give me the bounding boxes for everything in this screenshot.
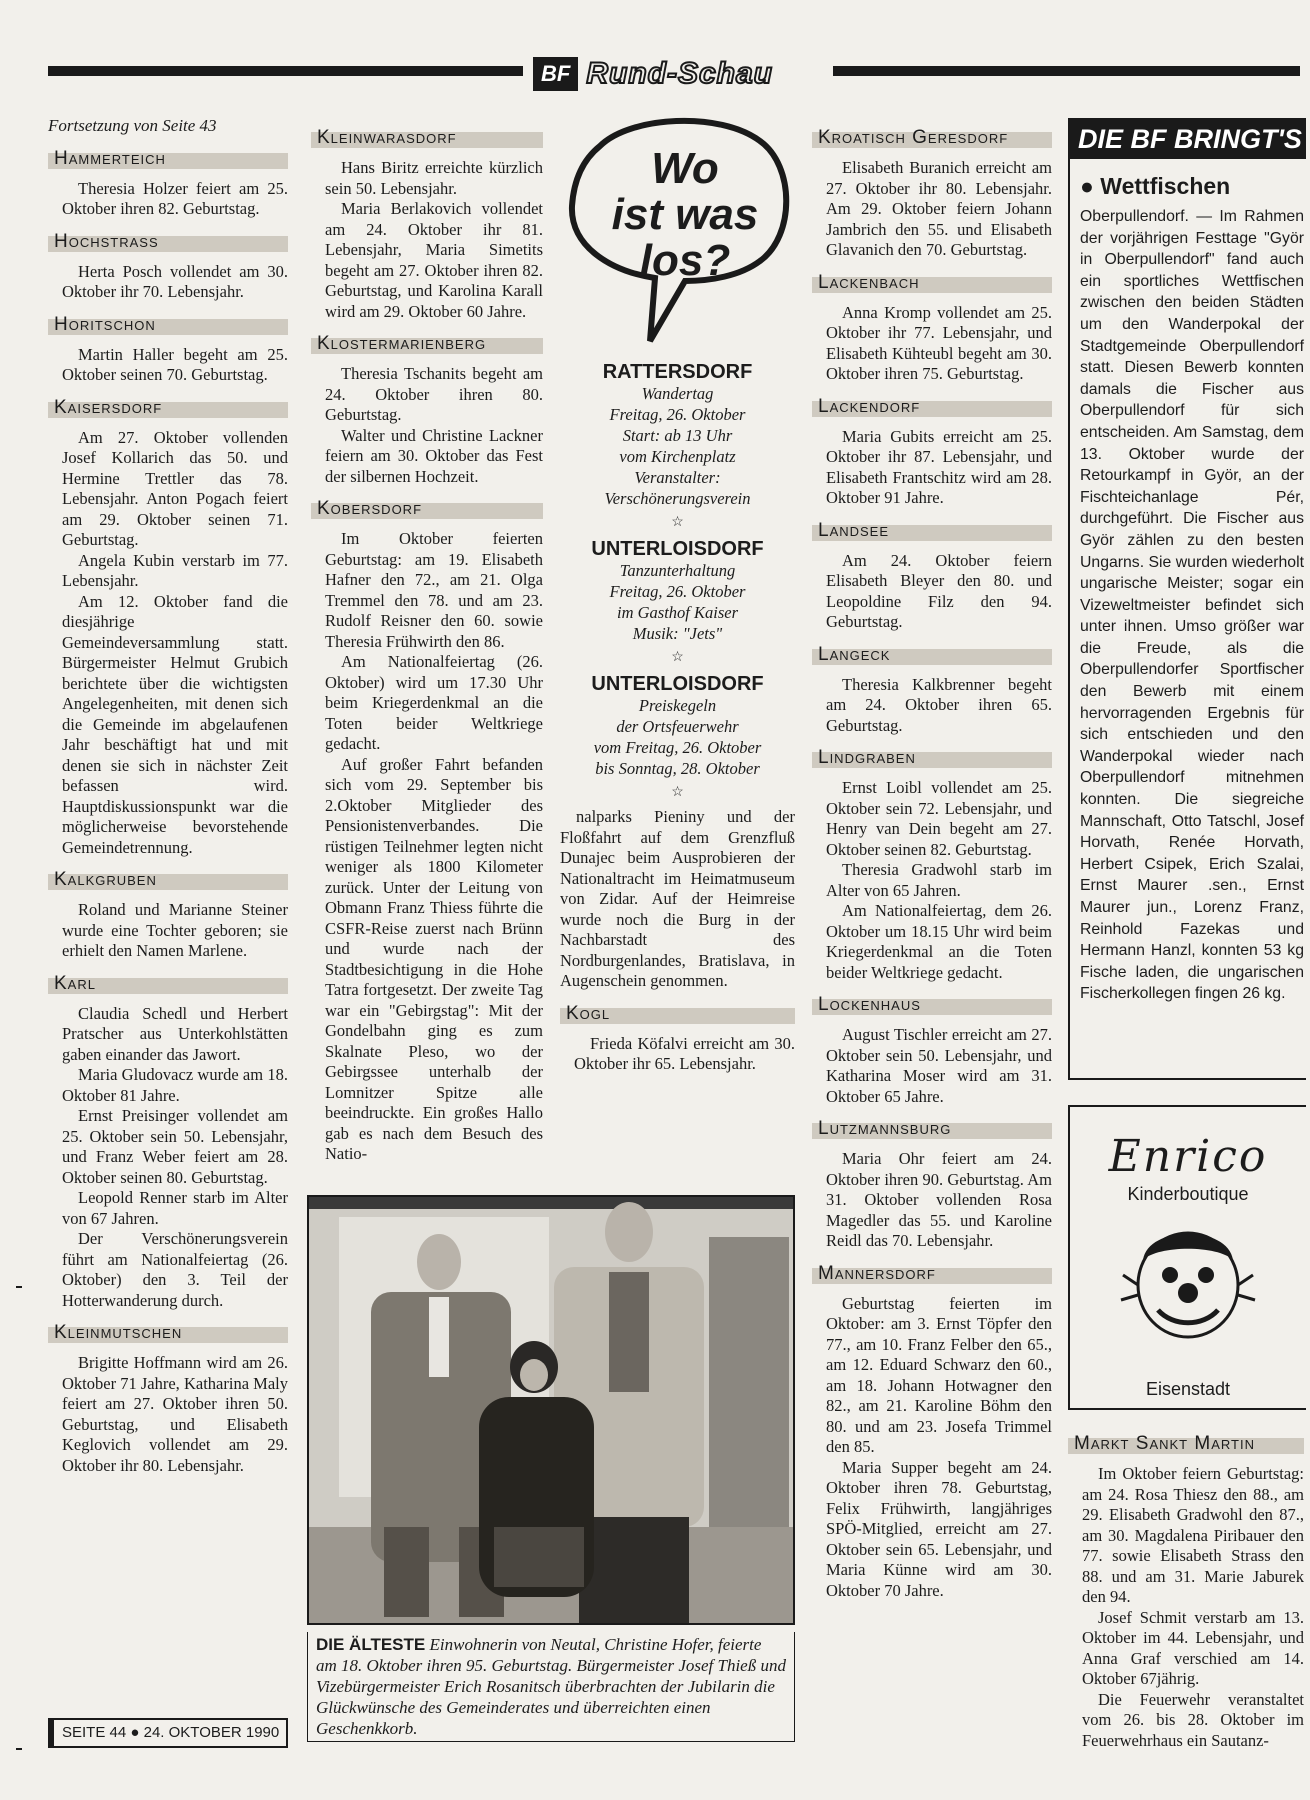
section-paragraph: Josef Schmit verstarb am 13. Oktober im 44. Lebensjahr, und Anna Graf verschied am 14. Oktober 67jährig. (1082, 1607, 1304, 1688)
advertisement (1068, 1105, 1306, 1410)
event-line: Verschönerungsverein (604, 488, 751, 508)
section-paragraph: Im Oktober feiern Geburtstag: am 24. Rosa Thiesz den 88., am 29. Elisabeth Gradwohl den 87., am 30. Magdalena Piribauer den 77. sowie Elisabeth Strass den 88. und am 31. Marie Jaburek den 94. (1082, 1464, 1304, 1606)
section-heading: Kleinmutschen (48, 1319, 288, 1347)
star-icon: ☆ (671, 649, 684, 665)
col3-sections (560, 1000, 795, 1075)
section-heading: Hammerteich (48, 145, 288, 173)
section-heading: Kaisersdorf (48, 394, 288, 422)
event-line: vom Freitag, 26. Oktober (593, 737, 762, 757)
section-heading: Lockenhaus (812, 991, 1052, 1019)
col4-sections (812, 124, 1052, 1601)
section-heading: Kobersdorf (311, 495, 543, 523)
caption-lead: DIE ÄLTESTE (316, 1635, 426, 1654)
event-line: Wandertag (641, 383, 714, 403)
info-box-title: DIE BF BRINGT'S (1070, 120, 1306, 159)
section-paragraph: Am Nationalfeiertag, dem 26. Oktober um 18.15 Uhr wird beim Kriegerdenkmal an die Toten beider Weltkriege gedacht. (826, 901, 1052, 982)
margin-mark (16, 1748, 22, 1750)
masthead-logo (533, 54, 823, 94)
caption-text: Einwohnerin von Neutal, Christine Hofer, feierte am 18. Oktober ihren 95. Geburtstag. Bürgermeister Josef Thieß und Vizebürgermeister Erich Rosanitsch überbrachten der Jubilarin die Glückwünsche des Gemeinderates und überreichten einen Geschenkkorb. (316, 1635, 786, 1738)
page-footer (48, 1718, 288, 1748)
section-paragraph: Leopold Renner starb im Alter von 67 Jahren. (62, 1188, 288, 1228)
speech-bubble (560, 116, 795, 356)
event-line: Musik: "Jets" (632, 623, 723, 643)
masthead (48, 58, 1300, 94)
section-heading: Markt Sankt Martin (1068, 1430, 1304, 1458)
ad-brand: Enrico (1108, 1131, 1268, 1182)
column-5 (1068, 1422, 1304, 1751)
events-list (560, 362, 795, 779)
star-icon: ☆ (671, 514, 684, 530)
section-paragraph: Herta Posch vollendet am 30. Oktober ihr 70. Lebensjahr. (62, 261, 288, 301)
section-paragraph: Elisabeth Buranich erreicht am 27. Oktober ihr 80. Lebensjahr. Am 29. Oktober feiern Johann Jambrich den 55. und Elisabeth Glavanich den 70. Geburtstag. (826, 158, 1052, 259)
section-paragraph: Am 24. Oktober feiern Elisabeth Bleyer den 80. und Leopoldine Filz den 94. Geburtstag. (826, 550, 1052, 631)
event-place: UNTERLOISDORF (591, 673, 764, 695)
section-paragraph: August Tischler erreicht am 27. Oktober sein 50. Lebensjahr, und Katharina Moser wird am 31. Oktober 65 Jahre. (826, 1025, 1052, 1106)
col2-sections (311, 124, 543, 1165)
event-line: Freitag, 26. Oktober (609, 404, 746, 424)
photo-image (309, 1197, 795, 1625)
section-paragraph: Maria Supper begeht am 24. Oktober ihren 78. Geburtstag, Felix Frühwirth, langjähriges SPÖ-Mitglied, erreicht am 27. Oktober sein 65. Lebensjahr, und Maria Künne wird am 30. Oktober 70 Jahre. (826, 1457, 1052, 1600)
section-paragraph: Am Nationalfeiertag (26. Oktober) wird um 17.30 Uhr beim Kriegerdenkmal an die Toten beider Weltkriege gedacht. (325, 652, 543, 753)
section-paragraph: Ernst Loibl vollendet am 25. Oktober sein 72. Lebensjahr, und Henry van Dein begeht am 27. Oktober seinen 82. Geburtstag. (826, 778, 1052, 859)
info-box-subtitle (1080, 173, 1306, 200)
margin-mark (16, 1286, 22, 1288)
footer-separator: ● (130, 1724, 140, 1741)
section-paragraph: Maria Berlakovich vollendet am 24. Oktober ihr 81. Lebensjahr, Maria Simetits begeht am 27. Oktober ihren 82. Geburtstag, und Karolina Karall wird am 29. Oktober 60 Jahre. (325, 199, 543, 321)
section-heading: Lackendorf (812, 393, 1052, 421)
info-box (1068, 118, 1306, 1080)
section-heading: Lutzmannsburg (812, 1115, 1052, 1143)
ad-city: Eisenstadt (1145, 1379, 1231, 1399)
section-paragraph: Maria Gludovacz wurde am 18. Oktober 81 Jahre. (62, 1065, 288, 1105)
event-line: Start: ab 13 Uhr (622, 425, 733, 445)
section-paragraph: Am 12. Oktober fand die diesjährige Gemeindeversammlung statt. Bürgermeister Helmut Grubich berichtete über die wichtigsten Angelegenheiten, mit denen sich die Gemeinde im abgelaufenen Jahr beschäftigt hat und mit denen sie sich in nächster Zeit befassen wird. Hauptdiskussionspunkt war die möglicherweise bevorstehende Gemeindetrennung. (62, 591, 288, 857)
section-paragraph: Der Verschönerungsverein führt am Nationalfeiertag (26. Oktober) den 3. Teil der Hotterwanderung durch. (62, 1229, 288, 1310)
event-place: RATTERSDORF (602, 361, 753, 383)
col3-continuation: nalparks Pieniny und der Floßfahrt auf dem Grenzfluß Dunajec beim Ausprobieren der Nationaltracht im Heimatmuseum von Zidar. Auf der Heimreise wurde noch die Burg in der Nachbarstadt des Nordburgenlandes, Bratislava, in Augenschein genommen. (560, 807, 795, 990)
event-line: Preiskegeln (638, 695, 717, 715)
bubble-line-2: ist was (611, 190, 759, 239)
section-paragraph: Walter und Christine Lackner feiern am 30. Oktober das Fest der silbernen Hochzeit. (325, 425, 543, 486)
col5-sections (1068, 1430, 1304, 1751)
section-paragraph: Claudia Schedl und Herbert Pratscher aus Unterkohlstätten gaben einander das Jawort. (62, 1003, 288, 1064)
section-heading: Karl (48, 970, 288, 998)
column-3 (560, 116, 795, 1075)
info-box-body: Oberpullendorf. — Im Rahmen der vorjährigen Festtage "Györ in Oberpullendorf" fand auch ein sportliches Wettfischen zwischen den beiden Städten um den Wanderpokal der Stadtgemeinde Oberpullendorf statt. Diesen Bewerb konnten damals die Fischer aus Oberpullendorf für sich entscheiden. Am Samstag, dem 13. Oktober wurde der Retourkampf in Györ, an der Fischteichanlage Pér, durchgeführt. Die Fischer aus Györ zählen zu den besten Ungarns. Sie wurden wiederholt ungarische Meister; sogar ein Vizeweltmeister befindet sich unter ihnen. Umso größer war die Freude, als die Oberpullendorfer Sportfischer den Bewerb mit einem hervorragenden Ergebnis für sich entschieden und den Wanderpokal wieder nach Oberpullendorf mitnehmen konnten. Die siegreiche Mannschaft, Otto Tatschl, Josef Horvath, Renée Horvath, Herbert Csipek, Erich Szalai, Ernst Maurer .sen., Ernst Maurer jun., Lorenz Franz, Reinhold Fazekas und Hermann Hanzl, konnten 53 kg Fische laden, die ungarischen Fischerkollegen fingen 26 kg. (1080, 208, 1304, 1003)
section-paragraph: Theresia Gradwohl starb im Alter von 65 Jahren. (826, 860, 1052, 900)
section-paragraph: Geburtstag feierten im Oktober: am 3. Ernst Töpfer den 77., am 10. Franz Felber den 65., am 12. Eduard Schwarz den 60., am 18. Johann Hotwagner den 82., am 21. Karoline Böhm den 80. und am 23. Josefa Trimmel den 85. (826, 1293, 1052, 1456)
section-paragraph: Martin Haller begeht am 25. Oktober seinen 70. Geburtstag. (62, 344, 288, 384)
page-number: SEITE 44 (62, 1724, 127, 1741)
section-paragraph: Theresia Tschanits begeht am 24. Oktober ihren 80. Geburtstag. (325, 364, 543, 424)
section-paragraph: Maria Gubits erreicht am 25. Oktober ihr 87. Lebensjahr, und Elisabeth Frantschitz wird am 28. Oktober 91 Jahre. (826, 426, 1052, 507)
section-paragraph: Anna Kromp vollendet am 25. Oktober ihr 77. Lebensjahr, und Elisabeth Kühteubl begeht am 30. Oktober ihren 75. Geburtstag. (826, 302, 1052, 383)
section-paragraph: Maria Ohr feiert am 24. Oktober ihren 90. Geburtstag. Am 31. Oktober vollenden Rosa Magedler das 55. und Karoline Reidl das 70. Lebensjahr. (826, 1149, 1052, 1250)
event-line: im Gasthof Kaiser (616, 602, 738, 622)
photo-caption (307, 1632, 795, 1742)
photo (307, 1195, 795, 1625)
section-paragraph: Theresia Holzer feiert am 25. Oktober ihren 82. Geburtstag. (62, 178, 288, 218)
event-line: vom Kirchenplatz (619, 446, 736, 466)
section-heading: Langeck (812, 641, 1052, 669)
event-line: bis Sonntag, 28. Oktober (595, 758, 760, 778)
section-paragraph: Auf großer Fahrt befanden sich vom 29. September bis 2.Oktober Mitglieder des Pensionistenverbandes. Die rüstigen Teilnehmer legten nicht weniger als 1800 Kilometer zurück. Unter der Leitung von Obmann Franz Thiess führte die CSFR-Reise zuerst nach Brünn und wurde nach der Stadtbesichtigung in die Hohe Tatra fortgesetzt. Der zweite Tag war ein "Gebirgstag": Mit der Gondelbahn ging es zum Skalnate Pleso, wo der Gebirgssee unterhalb der Lomnitzer Spitze alle beeindruckte. Ein großes Hallo gab es nach dem Besuch des Natio- (325, 754, 543, 1163)
clown-icon (1118, 1215, 1258, 1345)
event-line: Freitag, 26. Oktober (609, 581, 746, 601)
section-heading: Mannersdorf (812, 1260, 1052, 1288)
column-4 (812, 116, 1052, 1601)
section-heading: Horitschon (48, 311, 288, 339)
event-line: Veranstalter: (634, 467, 721, 487)
section-heading: Lackenbach (812, 269, 1052, 297)
section-heading: Landsee (812, 517, 1052, 545)
section-paragraph: Hans Biritz erreichte kürzlich sein 50. Lebensjahr. (325, 158, 543, 198)
section-heading: Kogl (560, 1000, 795, 1028)
section-heading: Kroatisch Geresdorf (812, 124, 1052, 152)
section-paragraph: Brigitte Hoffmann wird am 26. Oktober 71 Jahre, Katharina Maly feiert am 27. Oktober ihren 50. Geburtstag, und Elisabeth Keglovich vollendet am 29. Oktober ihr 80. Lebensjahr. (62, 1353, 288, 1475)
section-paragraph: Im Oktober feierten Geburtstag: am 19. Elisabeth Hafner den 72., am 21. Olga Tremmel den 78. und am 23. Rudolf Reisner den 60. sowie Theresia Frühwirth den 86. (325, 529, 543, 651)
section-heading: Kalkgruben (48, 866, 288, 894)
masthead-title: Rund-Schau (586, 57, 773, 90)
section-heading: Kleinwarasdorf (311, 124, 543, 152)
bubble-line-3: los? (639, 236, 731, 285)
section-heading: Klostermarienberg (311, 330, 543, 358)
column-2 (311, 116, 543, 1165)
continued-note: Fortsetzung von Seite 43 (48, 116, 217, 135)
ad-subtitle: Kinderboutique (1127, 1184, 1249, 1204)
info-box-subtitle-text: Wettfischen (1100, 173, 1231, 199)
bf-logo: BF (533, 57, 578, 91)
event-line: Tanzunterhaltung (619, 560, 736, 580)
section-paragraph: Am 27. Oktober vollenden Josef Kollarich das 50. und Hermine Trettler das 78. Lebensjahr. Anton Pogach feiert am 29. Oktober seinen 71. Geburtstag. (62, 427, 288, 549)
section-paragraph: Frieda Köfalvi erreicht am 30. Oktober ihr 65. Lebensjahr. (574, 1033, 795, 1073)
event-line: der Ortsfeuerwehr (616, 716, 739, 736)
masthead-rule-left (48, 66, 523, 76)
section-paragraph: Die Feuerwehr veranstaltet vom 26. bis 28. Oktober im Feuerwehrhaus ein Sautanz- (1082, 1689, 1304, 1750)
issue-date: 24. OKTOBER 1990 (143, 1724, 280, 1741)
star-icon: ☆ (671, 784, 684, 800)
section-heading: Lindgraben (812, 744, 1052, 772)
section-paragraph: Roland und Marianne Steiner wurde eine Tochter geboren; sie erhielt den Namen Marlene. (62, 900, 288, 960)
column-1 (48, 116, 288, 1476)
section-paragraph: Ernst Preisinger vollendet am 25. Oktober sein 50. Lebensjahr, und Franz Weber feiert am 28. Oktober seinen 80. Geburtstag. (62, 1106, 288, 1187)
section-paragraph: Theresia Kalkbrenner begeht am 24. Oktober ihren 65. Geburtstag. (826, 674, 1052, 735)
col1-sections (48, 145, 288, 1477)
masthead-rule-right (833, 66, 1300, 76)
section-heading: Hochstrass (48, 228, 288, 256)
bubble-line-1: Wo (651, 144, 719, 193)
bullet-icon: ● (1080, 173, 1094, 199)
bubble-text (600, 146, 770, 284)
section-paragraph: Angela Kubin verstarb im 77. Lebensjahr. (62, 550, 288, 590)
event-place: UNTERLOISDORF (591, 538, 764, 560)
